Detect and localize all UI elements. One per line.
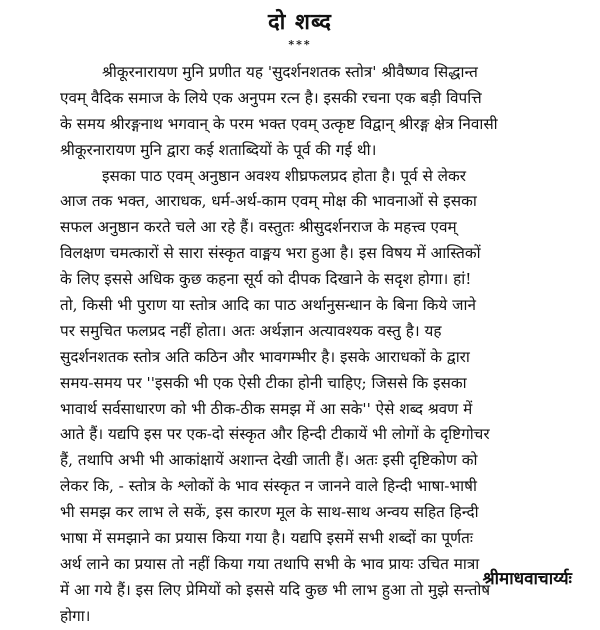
text-line: सुदर्शनशतक स्तोत्र अति कठिन और भावगम्भीर है। इसके आराधकों के द्वारा [60,347,470,366]
text-line: के लिए इससे अधिक कुछ कहना सूर्य को दीपक दिखाने के सदृश होगा। हां! [60,270,472,289]
text-line: आज तक भक्त, आराधक, धर्म-अर्थ-काम एवम् मोक्ष की भावनाओं से इसका [60,192,477,211]
text-line: इसका पाठ एवम् अनुष्ठान अवश्य शीघ्रफलप्रद होता है। पूर्व से लेकर [102,166,467,185]
text-line: के समय श्रीरङ्गनाथ भगवान् के परम भक्त एवम् उत्कृष्ट विद्वान् श्रीरङ्ग क्षेत्र निवासी [60,114,498,133]
text-line: श्रीकूरनारायण मुनि द्वारा कई शताब्दियों के पूर्व की गई थी। [60,140,377,159]
text-line: भी समझ कर लाभ ले सकें, इस कारण मूल के साथ-साथ अन्वय सहित हिन्दी [60,503,479,522]
text-line: पर समुचित फलप्रद नहीं होता। अतः अर्थज्ञान अत्यावश्यक वस्तु है। यह [60,321,442,340]
text-line: अर्थ लाने का प्रयास तो नहीं किया गया तथापि सभी के भाव प्रायः उचित मात्रा [60,554,480,573]
page-title: दो शब्द [267,9,332,35]
text-line: होगा। [60,606,91,625]
text-line: विलक्षण चमत्कारों से सारा संस्कृत वाङ्मय भरा हुआ है। इस विषय में आस्तिकों [60,244,481,263]
text-line: एवम् वैदिक समाज के लिये एक अनुपम रत्न है। इसकी रचना एक बड़ी विपत्ति [60,88,482,107]
text-line: तो, किसी भी पुराण या स्तोत्र आदि का पाठ अर्थानुसन्धान के बिना किये जाने [60,296,476,315]
text-line: हैं, तथापि अभी भी आकांक्षायें अशान्त देखी जाती हैं। अतः इसी दृष्टिकोण को [60,451,478,470]
text-line: सफल अनुष्ठान करते चले आ रहे हैं। वस्तुतः श्रीसुदर्शनराज के महत्त्व एवम् [60,218,457,237]
text-line: श्रीकूरनारायण मुनि प्रणीत यह 'सुदर्शनशतक स्तोत्र' श्रीवैष्णव सिद्धान्त [102,63,478,81]
title-ornament: *** [288,38,312,51]
text-line: आते हैं। यद्यपि इस पर एक-दो संस्कृत और हिन्दी टीकायें भी लोगों के दृष्टिगोचर [60,425,490,444]
text-line: भाषा में समझाने का प्रयास किया गया है। यद्यपि इसमें सभी शब्दों का पूर्णतः [60,529,473,548]
text-line: में आ गये हैं। इस लिए प्रेमियों को इससे यदि कुछ भी लाभ हुआ तो मुझे सन्तोष [60,580,491,599]
text-line: समय-समय पर ''इसकी भी एक ऐसी टीका होनी चाहिए; जिससे कि इसका [60,373,467,392]
text-line: लेकर कि, - स्तोत्र के श्लोकों के भाव संस्कृत न जानने वाले हिन्दी भाषा-भाषी [60,477,477,496]
text-line: भावार्थ सर्वसाधारण को भी ठीक-ठीक समझ में आ सके'' ऐसे शब्द श्रवण में [60,399,473,418]
body-text [60,60,574,630]
author-signature: श्रीमाधवाचार्य्यः [482,569,572,589]
